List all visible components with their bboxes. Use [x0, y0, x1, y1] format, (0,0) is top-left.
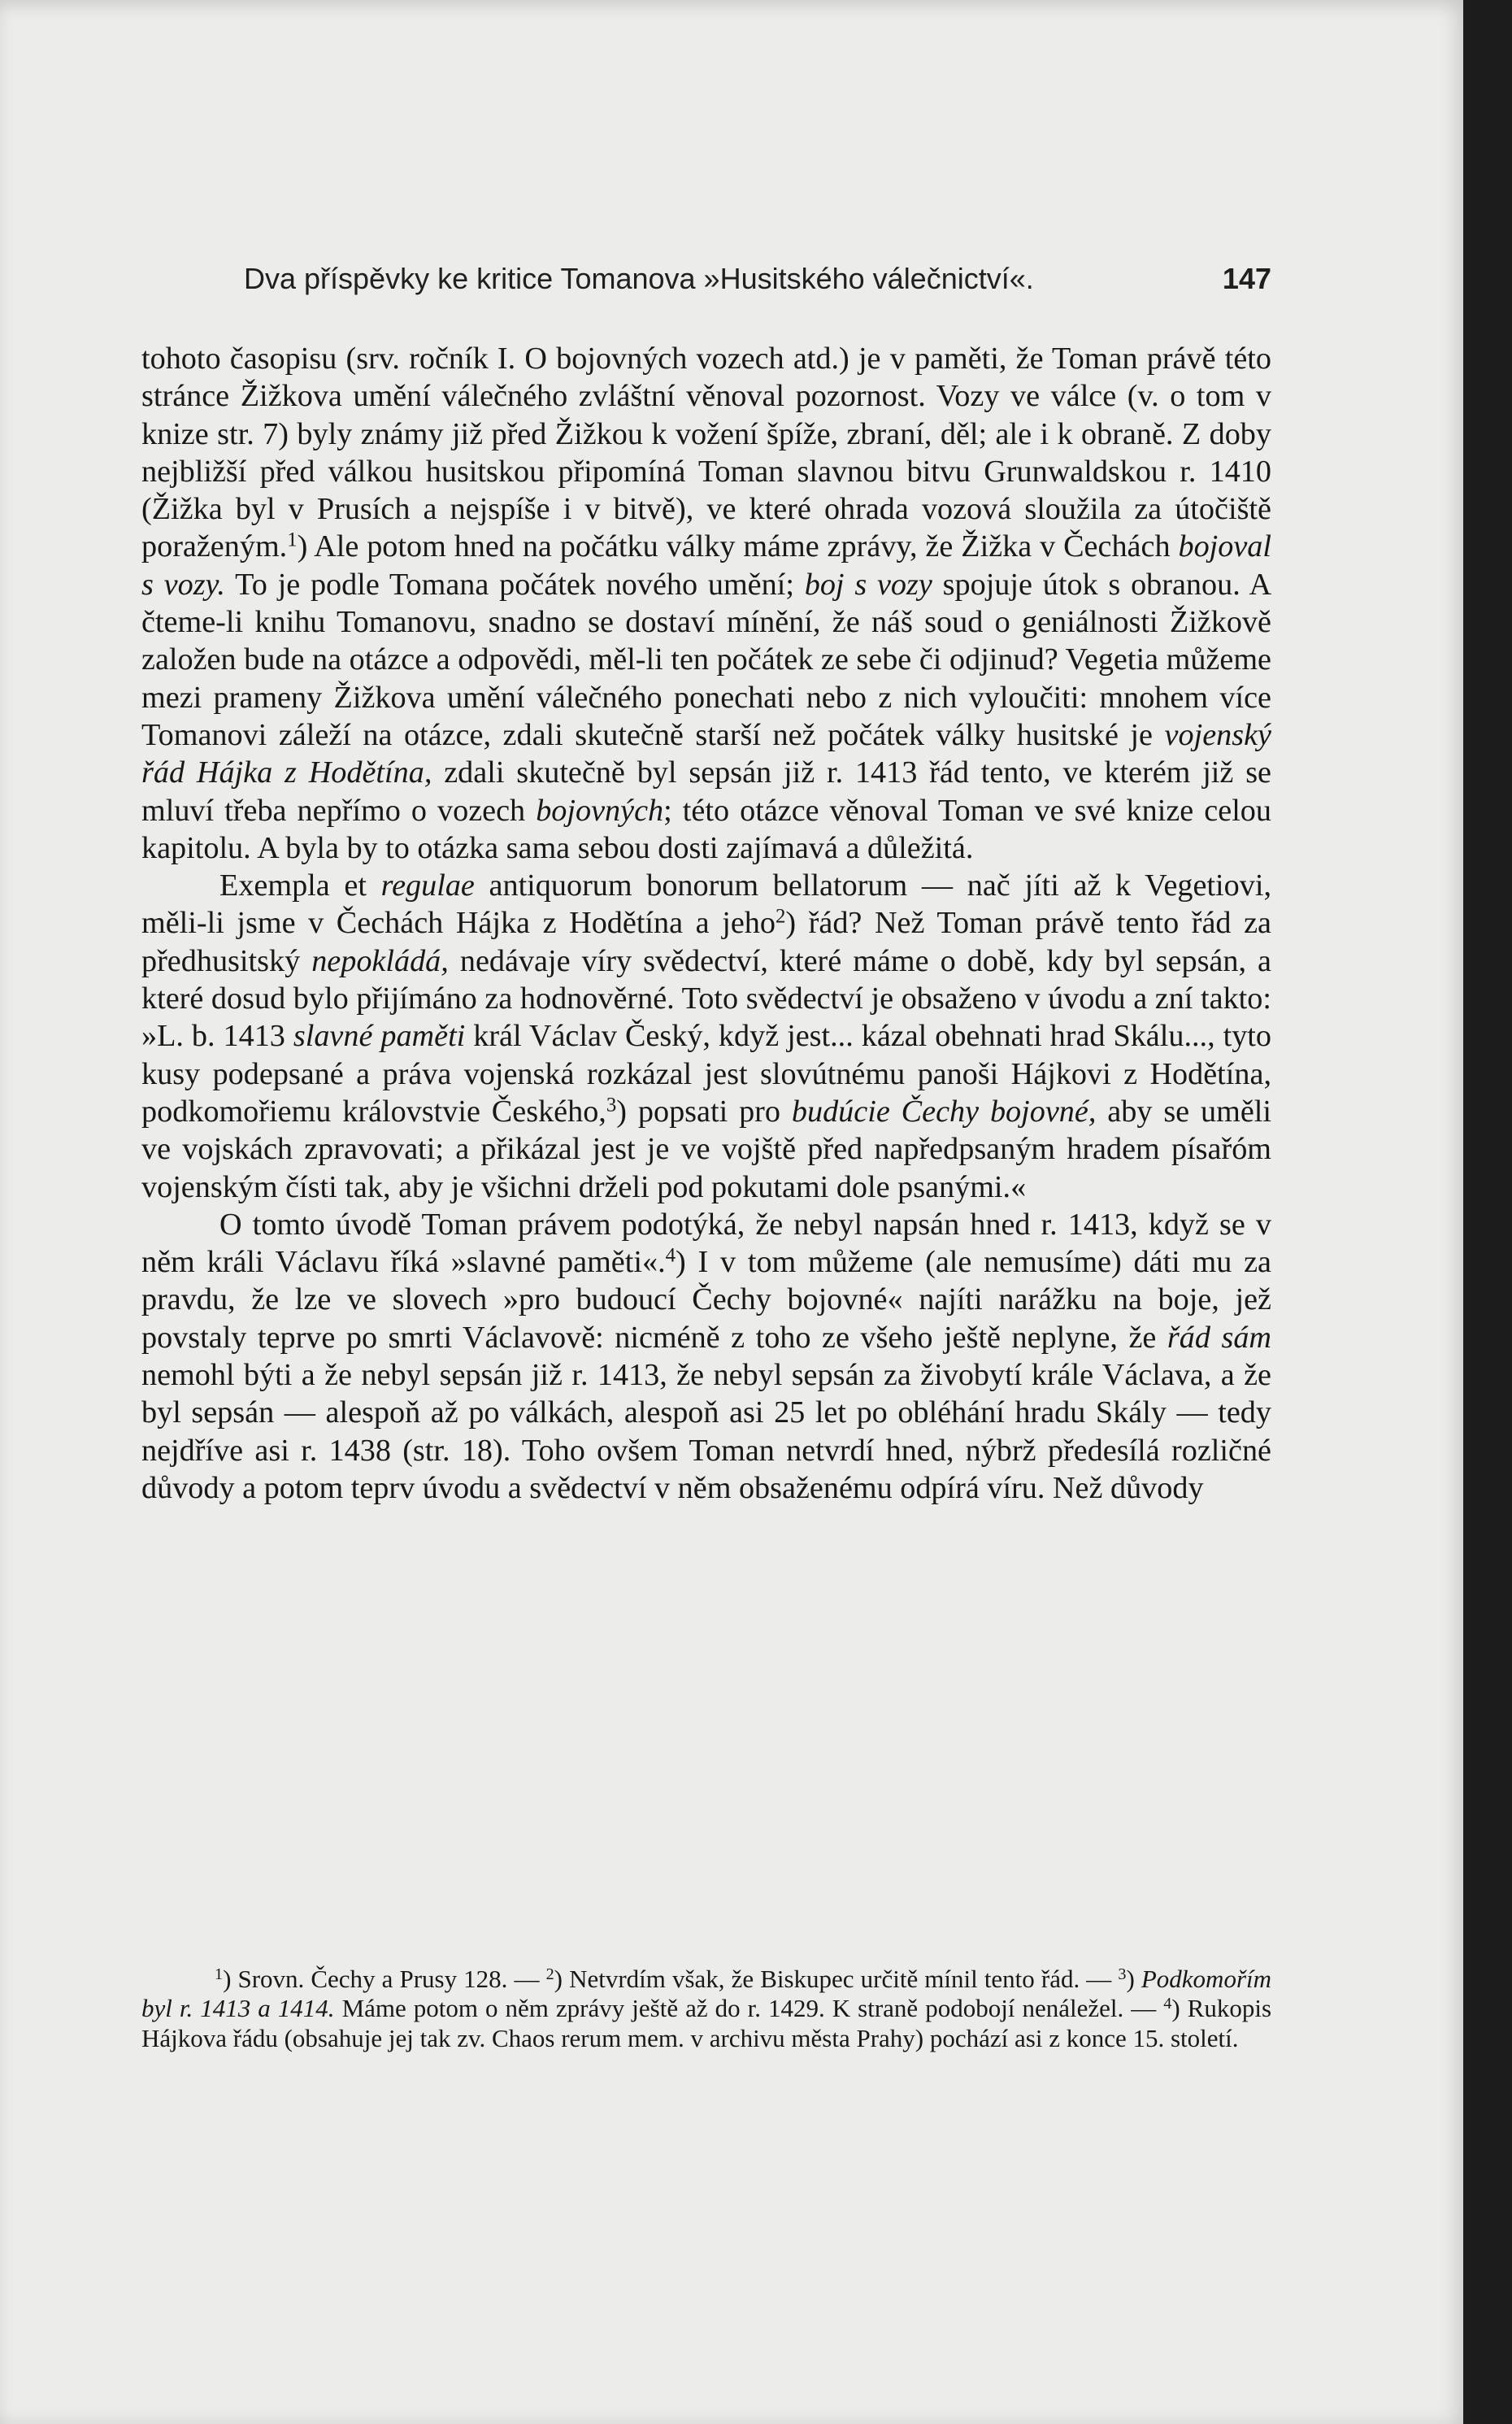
- footnote-ref-1: 1: [287, 529, 298, 552]
- paragraph-3: [141, 1206, 1271, 1507]
- text-run: ) řád? Než Toman právě tento řád za předhusitský: [141, 906, 1271, 978]
- text-run: antiquorum bonorum bellatorum — nač jíti až k Vegetiovi, měli-li jsme v Čechách Hájka z Hodětína a jeho: [141, 868, 1272, 941]
- text-run: nedávaje víry svědectví, které máme o době, kdy byl sepsán, a které dosud bylo přijímáno za hodnověrné. Toto svědectví je obsaženo v úvodu a zní takto: »L. b. 1413: [141, 943, 1271, 1054]
- text-run: ; této otázce věnoval Toman ve své knize celou kapitolu. A byla by to otázka sama sebou dosti zajímavá a důležitá.: [141, 793, 1271, 865]
- emphasis: budúcie Čechy bojovné,: [791, 1094, 1097, 1129]
- body-text: [141, 340, 1271, 1507]
- footnote-ref-4: 4: [665, 1244, 676, 1267]
- emphasis: slavné paměti: [293, 1019, 466, 1054]
- footnote-3: Máme potom o něm zprávy ještě až do r. 1429. K straně podobojí nenáležel. —: [341, 1994, 1157, 2023]
- footnote-3-emphasis: Podkomořím byl r. 1413 a 1414.: [141, 1965, 1272, 2023]
- footnote-mark-1: 1: [215, 1965, 224, 1983]
- footnote-4: ) Rukopis Hájkova řádu (obsahuje jej tak zv. Chaos rerum mem. v archivu města Prahy) pochází asi z konce 15. století.: [141, 1994, 1272, 2052]
- running-title: Dva příspěvky ke kritice Tomanova »Husitského válečnictví«.: [244, 262, 1034, 295]
- emphasis: bojovných: [536, 793, 664, 828]
- footnote-3-open: ): [1126, 1965, 1135, 1993]
- text-run: ) I v tom můžeme (ale nemusíme) dáti mu za pravdu, že lze ve slovech »pro budoucí Čechy bojovné« najíti narážku na boje, jež povstaly teprve po smrti Václavově: nicméně z toho ze všeho ještě neplyne, že: [141, 1245, 1271, 1355]
- footnote-mark-2: 2: [545, 1965, 554, 1983]
- text-run: spojuje útok s obranou. A čteme-li knihu Tomanovu, snadno se dostaví mínění, že náš soud o geniálnosti Žižkově založen bude na otázce a odpovědi, měl-li ten počátek ze sebe či odjinud? Vegetia můžeme mezi prameny Žižkova umění válečného ponechati nebo z nich vyloučiti: mnohem více Tomanovi záleží na otázce, zdali skutečně starší než počátek války husitské je: [141, 567, 1272, 752]
- emphasis: vojenský řád Hájka z Hodětína,: [141, 717, 1272, 790]
- paragraph-2: [141, 867, 1271, 1206]
- text-run: ) Ale potom hned na počátku války máme zprávy, že Žižka v Čechách: [297, 529, 1171, 564]
- text-run: nemohl býti a že nebyl sepsán již r. 1413, že nebyl sepsán za živobytí krále Václava, a že byl sepsán — alespoň až po válkách, alespoň asi 25 let po obléhání hradu Skály — tedy nejdříve asi r. 1438 (str. 18). Toho ovšem Toman netvrdí hned, nýbrž předesílá rozličné důvody a potom teprv úvodu a svědectví v něm obsaženému odpírá víru. Než důvody: [141, 1358, 1271, 1505]
- text-run: zdali skutečně byl sepsán již r. 1413 řád tento, ve kterém již se mluví třeba nepřímo o vozech: [141, 755, 1272, 828]
- text-run: To je podle Tomana počátek nového umění;: [235, 567, 794, 602]
- page-number: 147: [1222, 262, 1271, 295]
- emphasis: nepokládá,: [311, 943, 449, 978]
- text-run: aby se uměli ve vojskách zpravovati; a přikázal jest je ve vojště před napředpsaným hradem písařóm vojenským čísti tak, aby je všichni drželi pod pokutami dole psanými.«: [141, 1094, 1271, 1204]
- footnote-block: [141, 1965, 1271, 2053]
- footnote-ref-3: 3: [606, 1094, 617, 1116]
- footnotes: [141, 1965, 1271, 2053]
- text-run: ) popsati pro: [616, 1094, 780, 1129]
- emphasis: regulae: [380, 868, 475, 903]
- footnote-ref-2: 2: [775, 906, 786, 929]
- text-run: O tomto úvodě Toman právem podotýká, že nebyl napsán hned r. 1413, když se v něm králi Václavu říká »slavné paměti«.: [141, 1207, 1271, 1280]
- footnote-2: ) Netvrdím však, že Biskupec určitě mínil tento řád. —: [554, 1965, 1112, 1993]
- footnote-mark-3: 3: [1118, 1965, 1127, 1983]
- footnote-mark-4: 4: [1163, 1995, 1172, 2013]
- text-run: Exempla et: [219, 868, 367, 903]
- emphasis: boj s vozy: [804, 567, 932, 602]
- footnote-1: ) Srovn. Čechy a Prusy 128. —: [223, 1965, 540, 1993]
- text-run: král Václav Český, když jest... kázal obehnati hrad Skálu..., tyto kusy podepsané a práva vojenská rozkázal jest slovútnému panoši Hájkovi z Hodětína, podkomořiemu královstvie Českého,: [141, 1019, 1272, 1129]
- text-run: tohoto časopisu (srv. ročník I. O bojovných vozech atd.) je v paměti, že Toman právě této stránce Žižkova umění válečného zvláštní věnoval pozornost. Vozy ve válce (v. o tom v knize str. 7) byly známy již před Žižkou k vožení špíže, zbraní, děl; ale i k obraně. Z doby nejbližší před válkou husitskou připomíná Toman slavnou bitvu Grunwaldskou r. 1410 (Žižka byl v Prusích a nejspíše i v bitvě), ve které ohrada vozová sloužila za útočiště poraženým.: [141, 342, 1271, 564]
- emphasis: řád sám: [1167, 1320, 1271, 1355]
- emphasis: bojoval s vozy.: [141, 529, 1272, 602]
- paragraph-1: [141, 340, 1271, 867]
